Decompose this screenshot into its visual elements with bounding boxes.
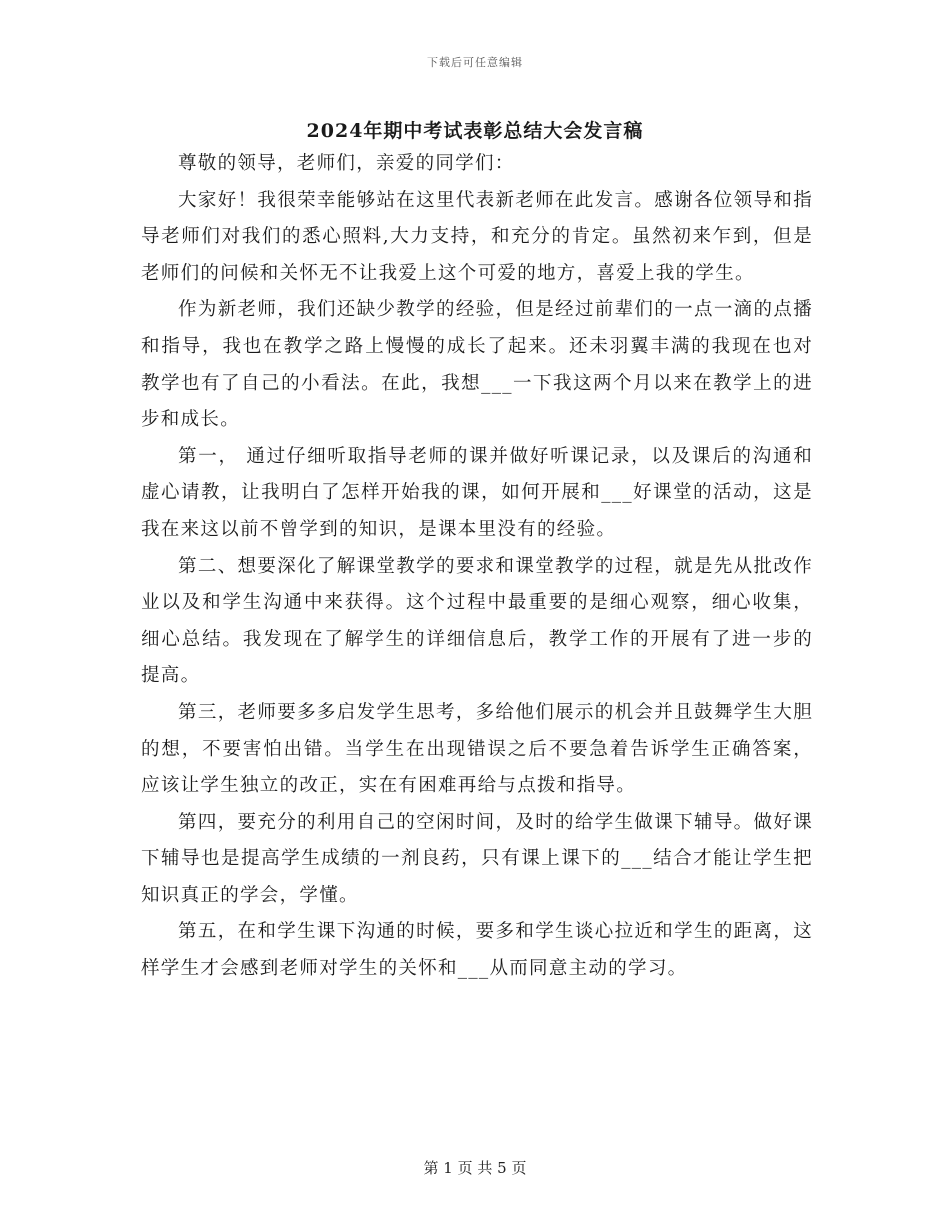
point-two-paragraph: 第二、想要深化了解课堂教学的要求和课堂教学的过程，就是先从批改作业以及和学生沟通中来获得。这个过程中最重要的是细心观察，细心收集，细心总结。我发现在了解学生的详细信息后，教学工作的开展有了进一步的提高。 [141, 555, 813, 687]
point-three-paragraph: 第三，老师要多多启发学生思考，多给他们展示的机会并且鼓舞学生大胆的想，不要害怕出错。当学生在出现错误之后不要急着告诉学生正确答案，应该让学生独立的改正，实在有困难再给与点拨和指导。 [141, 701, 813, 797]
document-title: 2024年期中考试表彰总结大会发言稿 [306, 120, 644, 142]
header-note: 下载后可任意编辑 [427, 56, 523, 69]
page-number: 第 1 页 共 5 页 [423, 1159, 527, 1177]
greeting-paragraph: 大家好！我很荣幸能够站在这里代表新老师在此发言。感谢各位领导和指导老师们对我们的悉心照料,大力支持，和充分的肯定。虽然初来乍到，但是老师们的问候和关怀无不让我爱上这个可爱的地方，喜爱上我的学生。 [141, 189, 813, 284]
point-one-paragraph: 第一， 通过仔细听取指导老师的课并做好听课记录，以及课后的沟通和虚心请教，让我明白了怎样开始我的课，如何开展和___好课堂的活动，这是我在来这以前不曾学到的知识，是课本里没有的经验。 [141, 445, 813, 540]
salutation-paragraph: 尊敬的领导，老师们，亲爱的同学们： [178, 153, 515, 174]
document-body [141, 146, 813, 988]
point-five-paragraph: 第五，在和学生课下沟通的时候，要多和学生谈心拉近和学生的距离，这样学生才会感到老师对学生的关怀和___从而同意主动的学习。 [141, 921, 813, 980]
intro-paragraph: 作为新老师，我们还缺少教学的经验，但是经过前辈们的一点一滴的点播和指导，我也在教学之路上慢慢的成长了起来。还未羽翼丰满的我现在也对教学也有了自己的小看法。在此，我想___一下我这两个月以来在教学上的进步和成长。 [141, 299, 813, 431]
point-four-paragraph: 第四，要充分的利用自己的空闲时间，及时的给学生做课下辅导。做好课下辅导也是提高学生成绩的一剂良药，只有课上课下的___结合才能让学生把知识真正的学会，学懂。 [141, 811, 813, 906]
